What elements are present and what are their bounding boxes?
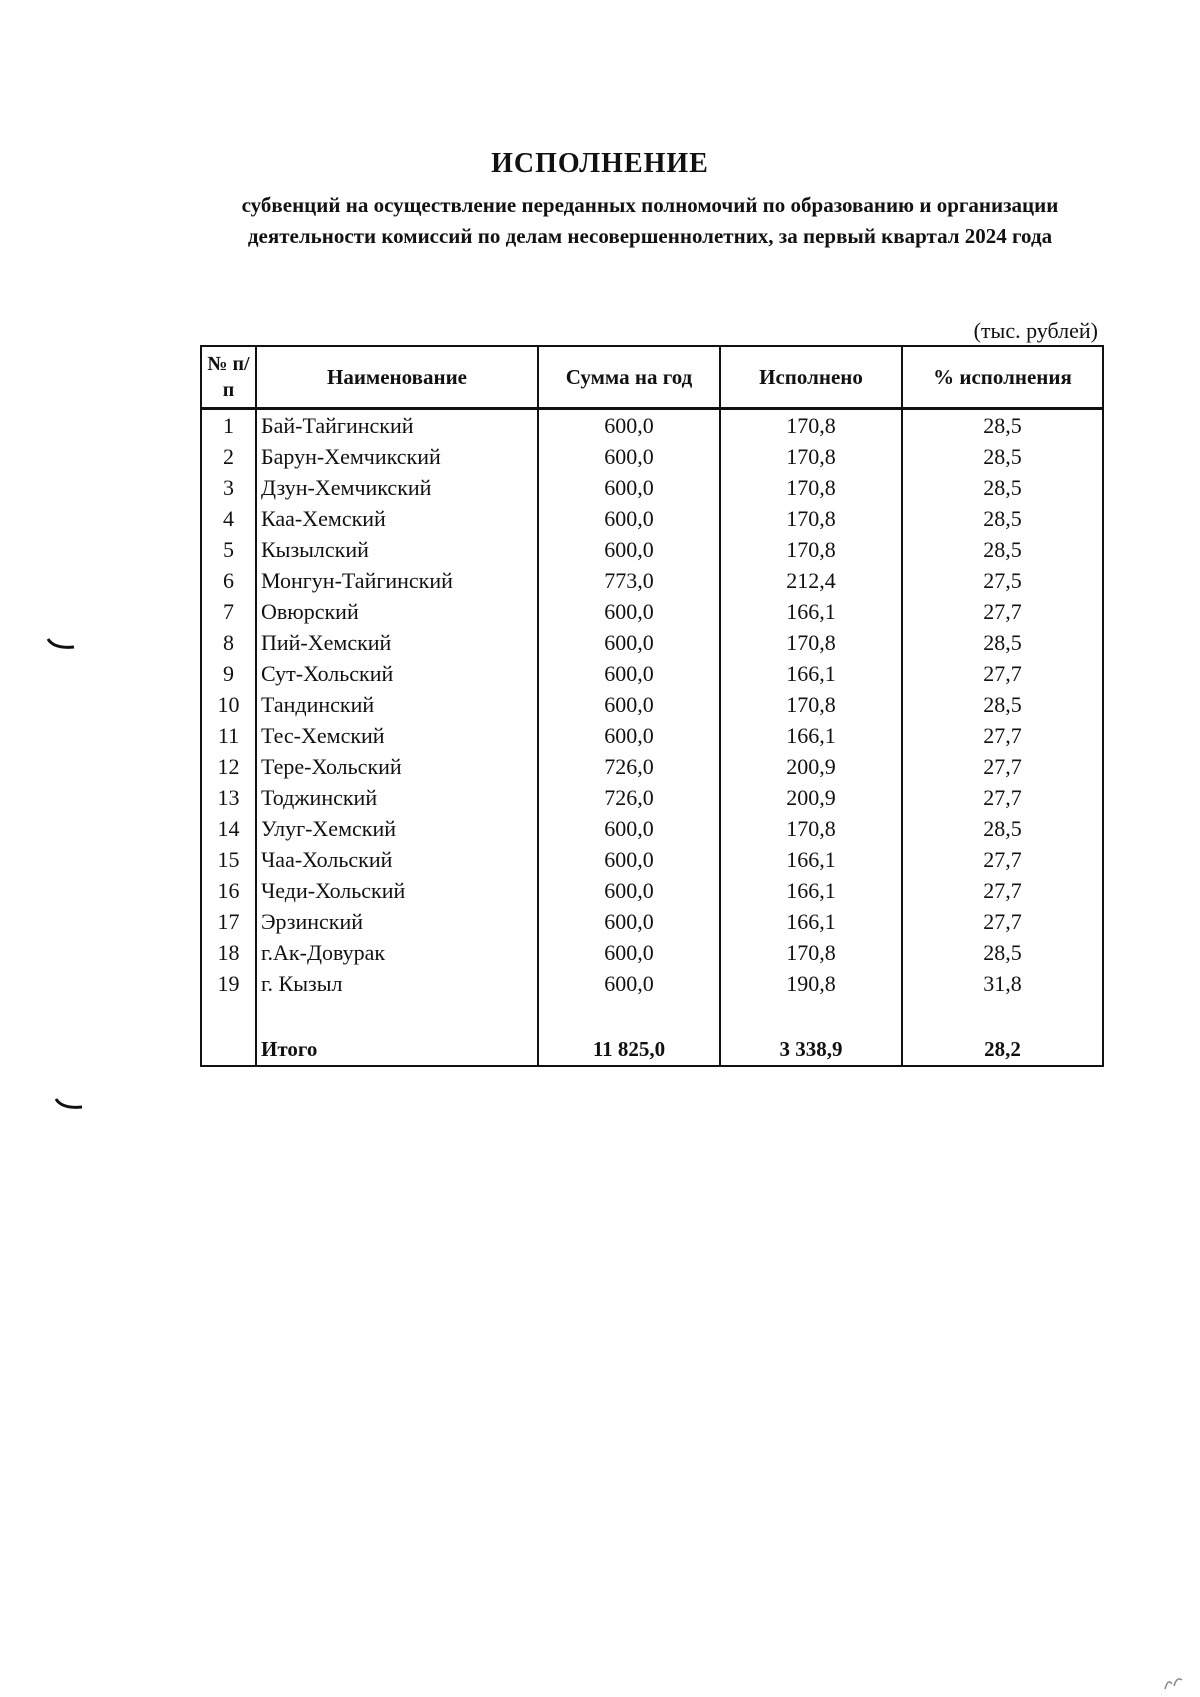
table-row: [201, 844, 1103, 875]
margin-mark-icon: [46, 637, 76, 651]
row-percent: 28,5: [902, 689, 1103, 720]
total-percent: 28,2: [902, 1033, 1103, 1066]
table-row: [201, 968, 1103, 999]
row-year-sum: 600,0: [538, 472, 720, 503]
header-num: № п/п: [201, 346, 256, 409]
row-year-sum: 600,0: [538, 689, 720, 720]
document-subtitle: субвенций на осуществление переданных полномочий по образованию и организации деятельности комиссий по делам несовершеннолетних, за первый квартал 2024 года: [241, 193, 1059, 248]
row-name: Каа-Хемский: [256, 503, 538, 534]
document-title: ИСПОЛНЕНИЕ: [491, 148, 709, 179]
spacer-cell: [256, 999, 538, 1033]
table-row: [201, 906, 1103, 937]
row-executed: 200,9: [720, 751, 902, 782]
row-executed: 170,8: [720, 937, 902, 968]
row-name: Бай-Тайгинский: [256, 409, 538, 442]
row-percent: 27,5: [902, 565, 1103, 596]
row-executed: 170,8: [720, 503, 902, 534]
row-executed: 200,9: [720, 782, 902, 813]
header-percent: % исполнения: [902, 346, 1103, 409]
row-name: Тандинский: [256, 689, 538, 720]
row-name: Пий-Хемский: [256, 627, 538, 658]
row-executed: 170,8: [720, 409, 902, 442]
row-name: Улуг-Хемский: [256, 813, 538, 844]
table-row: [201, 596, 1103, 627]
row-executed: 166,1: [720, 906, 902, 937]
table-row: [201, 565, 1103, 596]
row-year-sum: 600,0: [538, 720, 720, 751]
table-row: [201, 689, 1103, 720]
row-name: Сут-Хольский: [256, 658, 538, 689]
row-name: Тере-Хольский: [256, 751, 538, 782]
row-num: 6: [201, 565, 256, 596]
row-executed: 166,1: [720, 596, 902, 627]
row-name: Овюрский: [256, 596, 538, 627]
row-num: 16: [201, 875, 256, 906]
row-year-sum: 600,0: [538, 596, 720, 627]
row-percent: 27,7: [902, 751, 1103, 782]
row-num: 18: [201, 937, 256, 968]
table-row: [201, 627, 1103, 658]
spacer-cell: [201, 999, 256, 1033]
row-year-sum: 600,0: [538, 503, 720, 534]
table-row: [201, 937, 1103, 968]
table-row: [201, 751, 1103, 782]
row-year-sum: 600,0: [538, 441, 720, 472]
row-name: Чаа-Хольский: [256, 844, 538, 875]
row-name: Кызылский: [256, 534, 538, 565]
row-name: Тес-Хемский: [256, 720, 538, 751]
row-percent: 28,5: [902, 409, 1103, 442]
header-executed: Исполнено: [720, 346, 902, 409]
row-percent: 27,7: [902, 720, 1103, 751]
row-percent: 28,5: [902, 503, 1103, 534]
row-name: Тоджинский: [256, 782, 538, 813]
table-row: [201, 782, 1103, 813]
row-name: г. Кызыл: [256, 968, 538, 999]
row-percent: 27,7: [902, 658, 1103, 689]
row-percent: 28,5: [902, 627, 1103, 658]
row-percent: 31,8: [902, 968, 1103, 999]
row-name: Дзун-Хемчикский: [256, 472, 538, 503]
row-percent: 28,5: [902, 441, 1103, 472]
row-num: 8: [201, 627, 256, 658]
row-year-sum: 600,0: [538, 875, 720, 906]
row-percent: 27,7: [902, 844, 1103, 875]
total-label: Итого: [256, 1033, 538, 1066]
spacer-cell: [902, 999, 1103, 1033]
table-row: [201, 503, 1103, 534]
row-name: Монгун-Тайгинский: [256, 565, 538, 596]
table-body: [201, 409, 1103, 1067]
total-num-cell: [201, 1033, 256, 1066]
row-year-sum: 600,0: [538, 627, 720, 658]
units-note: (тыс. рублей): [973, 318, 1098, 343]
row-year-sum: 600,0: [538, 844, 720, 875]
row-percent: 27,7: [902, 782, 1103, 813]
row-executed: 170,8: [720, 689, 902, 720]
row-executed: 170,8: [720, 472, 902, 503]
table-row: [201, 720, 1103, 751]
row-num: 15: [201, 844, 256, 875]
table-total-row: [201, 1033, 1103, 1066]
row-name: Барун-Хемчикский: [256, 441, 538, 472]
row-num: 9: [201, 658, 256, 689]
row-num: 19: [201, 968, 256, 999]
row-executed: 166,1: [720, 875, 902, 906]
table-row: [201, 813, 1103, 844]
row-year-sum: 773,0: [538, 565, 720, 596]
row-executed: 166,1: [720, 720, 902, 751]
table-header-row: [201, 346, 1103, 409]
total-sum: 11 825,0: [538, 1033, 720, 1066]
header-year-sum: Сумма на год: [538, 346, 720, 409]
row-year-sum: 600,0: [538, 937, 720, 968]
row-num: 4: [201, 503, 256, 534]
row-year-sum: 600,0: [538, 409, 720, 442]
row-percent: 28,5: [902, 937, 1103, 968]
table-row: [201, 534, 1103, 565]
row-percent: 27,7: [902, 596, 1103, 627]
row-executed: 170,8: [720, 534, 902, 565]
table-row: [201, 875, 1103, 906]
row-executed: 170,8: [720, 627, 902, 658]
total-executed: 3 338,9: [720, 1033, 902, 1066]
row-num: 11: [201, 720, 256, 751]
row-year-sum: 726,0: [538, 782, 720, 813]
row-executed: 170,8: [720, 813, 902, 844]
row-executed: 166,1: [720, 658, 902, 689]
table-spacer-row: [201, 999, 1103, 1033]
table-row: [201, 658, 1103, 689]
row-executed: 166,1: [720, 844, 902, 875]
margin-mark-icon: [54, 1097, 84, 1111]
row-year-sum: 600,0: [538, 658, 720, 689]
row-num: 14: [201, 813, 256, 844]
spacer-cell: [538, 999, 720, 1033]
row-num: 12: [201, 751, 256, 782]
row-percent: 28,5: [902, 534, 1103, 565]
row-num: 2: [201, 441, 256, 472]
row-num: 13: [201, 782, 256, 813]
table-row: [201, 441, 1103, 472]
row-num: 1: [201, 409, 256, 442]
row-year-sum: 600,0: [538, 534, 720, 565]
execution-table: [200, 345, 1104, 1067]
row-year-sum: 600,0: [538, 906, 720, 937]
row-executed: 170,8: [720, 441, 902, 472]
row-name: г.Ак-Довурак: [256, 937, 538, 968]
row-percent: 28,5: [902, 813, 1103, 844]
row-percent: 27,7: [902, 875, 1103, 906]
table-row: [201, 409, 1103, 442]
row-percent: 28,5: [902, 472, 1103, 503]
row-name: Эрзинский: [256, 906, 538, 937]
row-num: 3: [201, 472, 256, 503]
row-year-sum: 600,0: [538, 968, 720, 999]
row-executed: 212,4: [720, 565, 902, 596]
row-num: 7: [201, 596, 256, 627]
row-year-sum: 726,0: [538, 751, 720, 782]
spacer-cell: [720, 999, 902, 1033]
row-name: Чеди-Хольский: [256, 875, 538, 906]
header-name: Наименование: [256, 346, 538, 409]
row-num: 10: [201, 689, 256, 720]
row-percent: 27,7: [902, 906, 1103, 937]
row-year-sum: 600,0: [538, 813, 720, 844]
row-num: 5: [201, 534, 256, 565]
table-row: [201, 472, 1103, 503]
row-num: 17: [201, 906, 256, 937]
corner-scribble-icon: [1162, 1672, 1186, 1692]
row-executed: 190,8: [720, 968, 902, 999]
